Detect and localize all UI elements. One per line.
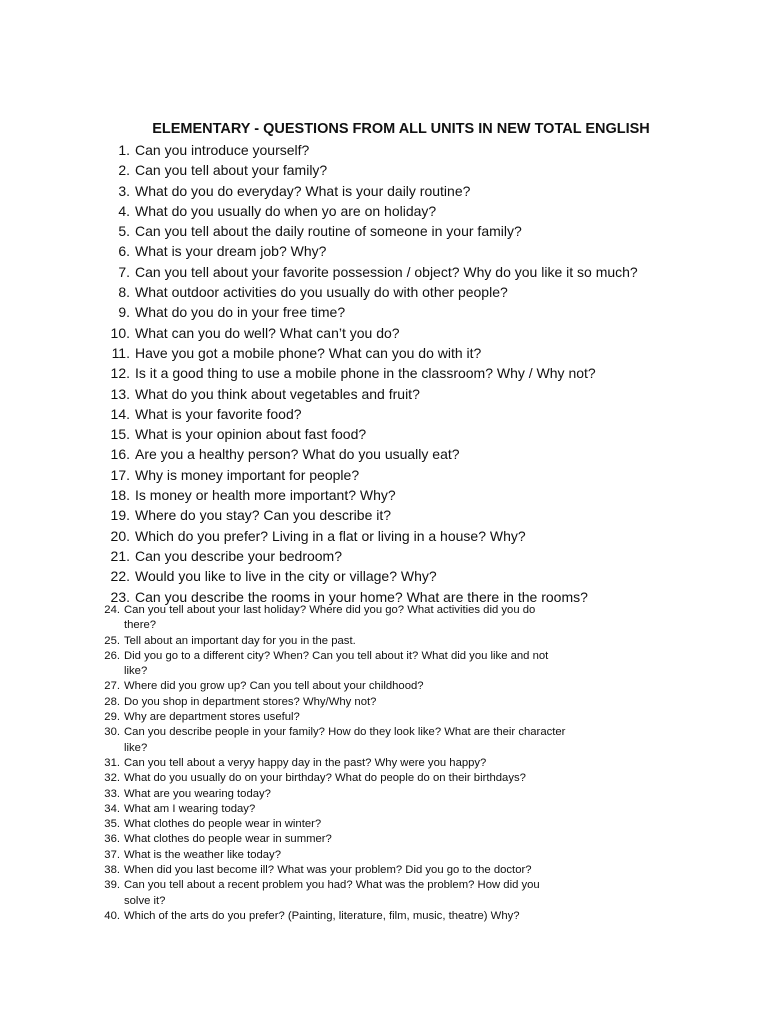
question-number: 9. bbox=[118, 304, 130, 321]
question-number: 25. bbox=[104, 634, 120, 647]
question-number: 5. bbox=[118, 223, 130, 240]
question-number: 11. bbox=[111, 344, 130, 361]
question-item bbox=[96, 603, 634, 634]
question-item bbox=[96, 725, 634, 756]
question-number: 4. bbox=[118, 202, 130, 219]
question-item bbox=[104, 181, 638, 201]
question-text: What is your dream job? Why? bbox=[135, 243, 327, 260]
question-number: 18. bbox=[110, 487, 130, 504]
question-text: What am I wearing today? bbox=[124, 802, 256, 815]
question-item bbox=[104, 140, 638, 160]
question-item bbox=[104, 363, 638, 383]
question-number: 1. bbox=[118, 142, 130, 158]
question-text-continued: like? bbox=[124, 741, 148, 754]
question-text: What is the weather like today? bbox=[124, 848, 281, 861]
question-number: 29. bbox=[104, 711, 120, 724]
question-number: 30. bbox=[104, 726, 120, 739]
question-text: Is it a good thing to use a mobile phone in the classroom? Why / Why not? bbox=[135, 365, 596, 382]
question-number: 33. bbox=[104, 787, 120, 800]
question-item bbox=[96, 878, 634, 909]
question-text: Can you tell about the daily routine of someone in your family? bbox=[135, 223, 522, 240]
question-text-continued: like? bbox=[124, 665, 148, 678]
question-item bbox=[104, 221, 638, 241]
question-item bbox=[104, 343, 638, 363]
question-text: What do you do everyday? What is your daily routine? bbox=[135, 182, 471, 199]
question-text: What can you do well? What can’t you do? bbox=[135, 324, 400, 341]
question-number: 6. bbox=[118, 243, 130, 260]
question-number: 37. bbox=[104, 848, 120, 861]
question-item bbox=[104, 526, 638, 546]
question-item bbox=[104, 262, 638, 282]
question-number: 27. bbox=[104, 680, 120, 693]
question-text: Why are department stores useful? bbox=[124, 711, 300, 724]
question-item bbox=[104, 424, 638, 444]
question-item bbox=[104, 546, 638, 566]
question-number: 17. bbox=[110, 466, 130, 483]
question-number: 22. bbox=[110, 568, 130, 585]
question-text: Where do you stay? Can you describe it? bbox=[135, 507, 392, 524]
question-number: 32. bbox=[104, 772, 120, 785]
question-text: What is your opinion about fast food? bbox=[135, 426, 367, 443]
question-number: 36. bbox=[104, 833, 120, 846]
question-text: Can you describe the rooms in your home? What are there in the rooms? bbox=[135, 588, 588, 605]
question-number: 19. bbox=[110, 507, 130, 524]
question-item bbox=[96, 695, 634, 710]
question-number: 21. bbox=[110, 547, 130, 564]
question-number: 23. bbox=[110, 588, 130, 605]
question-text: Are you a healthy person? What do you usually eat? bbox=[135, 446, 460, 463]
question-text: What do you do in your free time? bbox=[135, 304, 346, 321]
question-number: 35. bbox=[104, 818, 120, 831]
question-text: When did you last become ill? What was your problem? Did you go to the doctor? bbox=[124, 864, 532, 877]
question-text: Tell about an important day for you in the past. bbox=[124, 634, 356, 647]
question-number: 39. bbox=[104, 879, 120, 892]
question-item bbox=[96, 832, 634, 847]
question-text: What do you usually do when yo are on holiday? bbox=[135, 202, 437, 219]
question-number: 7. bbox=[118, 263, 130, 280]
question-number: 16. bbox=[110, 446, 130, 463]
question-item bbox=[104, 404, 638, 424]
question-number: 28. bbox=[104, 695, 120, 708]
question-number: 13. bbox=[110, 385, 130, 402]
question-text: Have you got a mobile phone? What can you do with it? bbox=[135, 344, 482, 361]
question-text: Which do you prefer? Living in a flat or living in a house? Why? bbox=[135, 527, 526, 544]
question-number: 40. bbox=[104, 909, 120, 922]
question-text: Can you tell about a veryy happy day in the past? Why were you happy? bbox=[124, 756, 487, 769]
question-item bbox=[104, 241, 638, 261]
question-text: Which of the arts do you prefer? (Painting, literature, film, music, theatre) Why? bbox=[124, 909, 520, 922]
question-item bbox=[96, 649, 634, 680]
question-item bbox=[96, 848, 634, 863]
question-text: Can you introduce yourself? bbox=[135, 142, 310, 158]
question-number: 3. bbox=[118, 182, 130, 199]
question-text-continued: solve it? bbox=[124, 894, 166, 907]
question-text: What is your favorite food? bbox=[135, 405, 302, 422]
question-text: Can you describe your bedroom? bbox=[135, 547, 343, 564]
question-item bbox=[96, 771, 634, 786]
question-item bbox=[104, 160, 638, 180]
question-text: Can you describe people in your family? How do they look like? What are their character bbox=[124, 726, 566, 739]
question-list-continued bbox=[96, 603, 634, 924]
question-text: Did you go to a different city? When? Can you tell about it? What did you like and not bbox=[124, 649, 549, 662]
question-item bbox=[96, 634, 634, 649]
question-text: What clothes do people wear in winter? bbox=[124, 818, 322, 831]
question-text: Why is money important for people? bbox=[135, 466, 360, 483]
question-text: Would you like to live in the city or village? Why? bbox=[135, 568, 437, 585]
question-number: 34. bbox=[104, 802, 120, 815]
question-text: What do you think about vegetables and fruit? bbox=[135, 385, 420, 402]
question-text-continued: there? bbox=[124, 619, 157, 632]
question-number: 20. bbox=[110, 527, 130, 544]
question-text: What are you wearing today? bbox=[124, 787, 271, 800]
question-number: 24. bbox=[104, 604, 120, 616]
question-item bbox=[96, 863, 634, 878]
question-text: Can you tell about a recent problem you had? What was the problem? How did you bbox=[124, 879, 540, 892]
question-text: Can you tell about your favorite possession / object? Why do you like it so much? bbox=[135, 263, 638, 280]
question-number: 8. bbox=[118, 284, 130, 301]
question-item bbox=[104, 282, 638, 302]
question-number: 2. bbox=[118, 162, 130, 179]
question-item bbox=[104, 444, 638, 464]
question-item bbox=[104, 323, 638, 343]
question-text: Can you tell about your last holiday? Where did you go? What activities did you do bbox=[124, 604, 536, 616]
question-number: 10. bbox=[110, 324, 130, 341]
question-item bbox=[104, 485, 638, 505]
document-title: ELEMENTARY - QUESTIONS FROM ALL UNITS IN NEW TOTAL ENGLISH bbox=[152, 121, 650, 137]
question-item bbox=[104, 505, 638, 525]
question-text: Can you tell about your family? bbox=[135, 162, 328, 179]
question-text: What do you usually do on your birthday? What do people do on their birthdays? bbox=[124, 772, 526, 785]
question-item bbox=[96, 756, 634, 771]
question-number: 12. bbox=[110, 365, 130, 382]
question-item bbox=[104, 201, 638, 221]
question-number: 38. bbox=[104, 864, 120, 877]
question-number: 26. bbox=[104, 649, 120, 662]
question-item bbox=[96, 710, 634, 725]
question-item bbox=[96, 817, 634, 832]
question-text: Do you shop in department stores? Why/Why not? bbox=[124, 695, 377, 708]
question-text: What clothes do people wear in summer? bbox=[124, 833, 332, 846]
question-list-main bbox=[104, 140, 638, 607]
question-item bbox=[96, 679, 634, 694]
question-item bbox=[96, 802, 634, 817]
question-text: Where did you grow up? Can you tell about your childhood? bbox=[124, 680, 424, 693]
question-item bbox=[96, 909, 634, 924]
question-text: Is money or health more important? Why? bbox=[135, 487, 396, 504]
question-item bbox=[104, 465, 638, 485]
question-number: 14. bbox=[110, 405, 130, 422]
question-number: 31. bbox=[104, 756, 120, 769]
question-item bbox=[104, 566, 638, 586]
question-number: 15. bbox=[110, 426, 130, 443]
question-item bbox=[104, 384, 638, 404]
question-item bbox=[104, 302, 638, 322]
question-item bbox=[96, 787, 634, 802]
question-text: What outdoor activities do you usually do with other people? bbox=[135, 284, 508, 301]
